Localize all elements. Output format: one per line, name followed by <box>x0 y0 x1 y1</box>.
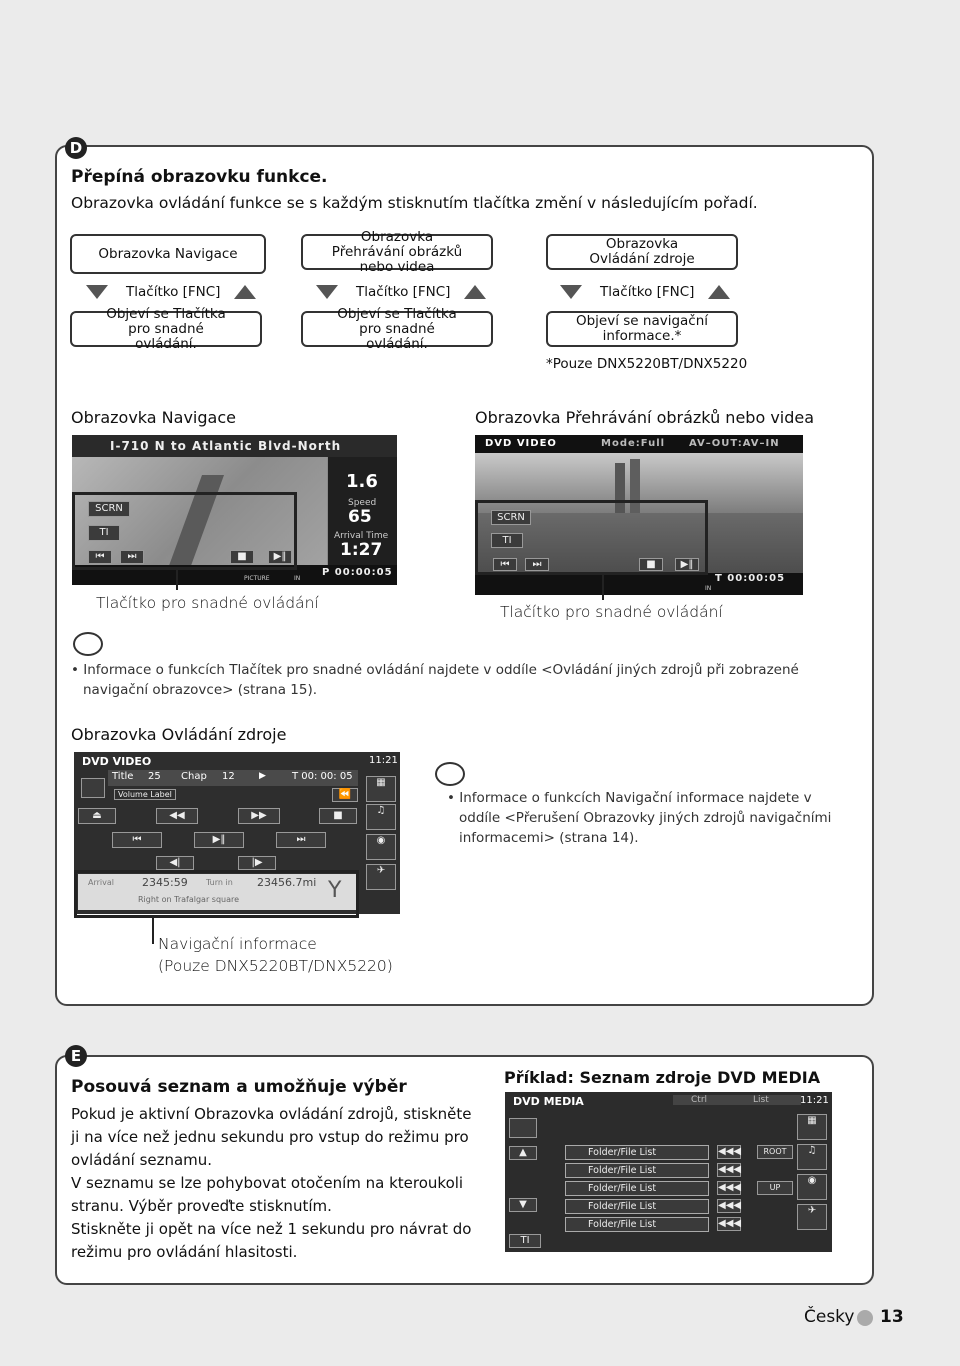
note-1 <box>71 660 843 700</box>
source-fastback-button[interactable]: ◀◀ <box>156 808 198 824</box>
nav-info-caption-1: Navigační informace <box>158 935 317 953</box>
nav-callout-line <box>176 570 178 590</box>
flow-result-1: Objeví se Tlačítka pro snadné ovládání. <box>70 311 262 347</box>
source-title-num: 25 <box>148 771 161 782</box>
source-stop-button[interactable]: ■ <box>319 808 357 824</box>
source-direction: Right on Trafalgar square <box>138 895 240 904</box>
source-chap-num: 12 <box>222 771 235 782</box>
flow-result-3: Objeví se navigační informace.* <box>546 311 738 347</box>
nav-picture-label: PICTURE <box>244 575 270 582</box>
footer-dot-icon <box>857 1310 873 1326</box>
media-list-item[interactable]: Folder/File List <box>565 1163 709 1178</box>
source-rew-button[interactable]: ⏪ <box>332 788 358 802</box>
footer-page-number: 13 <box>880 1307 904 1327</box>
nav-callout-frame <box>72 492 297 570</box>
nav-scrn-button[interactable]: SCRN <box>88 501 130 517</box>
nav-distance: 1.6 <box>346 471 378 492</box>
nav-time: P 00:00:05 <box>322 567 393 578</box>
flow-result-2: Objeví se Tlačítka pro snadné ovládání. <box>301 311 493 347</box>
note-1-text: Informace o funkcích Tlačítek pro snadné ovládání najdete v oddíle <Ovládání jiných zdrojů při zobrazené navigační obrazovce> (strana 15). <box>83 662 799 698</box>
source-time: T 00: 00: 05 <box>292 771 353 782</box>
video-time: T 00:00:05 <box>715 573 786 584</box>
footnote: *Pouze DNX5220BT/DNX5220 <box>546 356 748 372</box>
media-rewind-icon[interactable]: ◀◀◀ <box>718 1164 742 1175</box>
video-scrn-button[interactable]: SCRN <box>491 510 531 525</box>
flow-fnc-2 <box>316 284 486 300</box>
nav-info-caption-2: (Pouze DNX5220BT/DNX5220) <box>158 957 393 975</box>
arrow-down-icon <box>86 285 108 299</box>
source-arrival-label: Arrival <box>88 878 114 887</box>
arrow-down-icon <box>560 285 582 299</box>
nav-next-button[interactable]: ⏭ <box>120 550 144 564</box>
source-callout-line <box>152 918 154 944</box>
arrow-down-icon <box>316 285 338 299</box>
media-list-item[interactable]: Folder/File List <box>565 1217 709 1232</box>
section-e-line-1: Pokud je aktivní Obrazovka ovládání zdrojů, stiskněte <box>71 1105 472 1123</box>
nav-caption: Tlačítko pro snadné ovládání <box>96 594 319 612</box>
nav-play-pause-button[interactable]: ▶‖ <box>268 550 292 564</box>
arrow-up-icon <box>464 285 486 299</box>
video-play-pause-button[interactable]: ▶‖ <box>675 558 699 571</box>
video-prev-button[interactable]: ⏮ <box>493 558 517 571</box>
video-callout-frame <box>475 500 708 575</box>
source-callout-frame <box>74 870 359 918</box>
flow-screen-video: Obrazovka Přehrávání obrázků nebo videa <box>301 234 493 270</box>
flow-fnc-label-3: Tlačítko [FNC] <box>600 284 695 300</box>
source-turn: 23456.7mi <box>257 876 317 889</box>
video-in-label: IN <box>705 585 712 592</box>
nav-stop-button[interactable]: ■ <box>230 550 254 564</box>
media-rewind-icon[interactable]: ◀◀◀ <box>718 1218 742 1229</box>
note-icon <box>435 762 465 786</box>
media-list-item[interactable]: Folder/File List <box>565 1181 709 1196</box>
section-d-badge: D <box>65 137 87 159</box>
source-play-pause-button[interactable]: ▶‖ <box>194 832 244 848</box>
turn-arrow-icon: Y <box>328 878 342 903</box>
source-clock: 11:21 <box>369 755 398 766</box>
source-volume-label: Volume Label <box>114 789 176 800</box>
satellite-icon[interactable]: ✈ <box>366 864 396 890</box>
media-list-tab[interactable]: List <box>737 1095 801 1105</box>
video-source: DVD VIDEO <box>485 438 557 449</box>
arrow-up-icon <box>708 285 730 299</box>
video-avout: AV–OUT:AV–IN <box>689 438 780 449</box>
nav-ti-button[interactable]: TI <box>88 525 120 541</box>
video-callout-line <box>602 575 604 600</box>
source-title-label: Title <box>112 771 134 782</box>
note-bullet: • <box>447 790 460 806</box>
media-menu-button[interactable] <box>509 1118 537 1138</box>
note-icon <box>73 632 103 656</box>
speaker-icon[interactable]: ◉ <box>366 834 396 860</box>
media-source: DVD MEDIA <box>513 1095 584 1108</box>
section-e-line-7: režimu pro ovládání hlasitosti. <box>71 1243 298 1261</box>
source-turn-label: Turn in <box>206 878 233 887</box>
play-icon: ▶ <box>259 771 266 781</box>
source-source: DVD VIDEO <box>82 755 152 768</box>
source-menu-button[interactable] <box>81 778 105 798</box>
media-root-button[interactable]: ROOT <box>757 1145 793 1159</box>
example-heading: Příklad: Seznam zdroje DVD MEDIA <box>504 1068 821 1087</box>
source-next-button[interactable]: ⏭ <box>276 832 326 848</box>
nav-prev-button[interactable]: ⏮ <box>88 550 112 564</box>
media-rewind-icon[interactable]: ◀◀◀ <box>718 1200 742 1211</box>
video-heading: Obrazovka Přehrávání obrázků nebo videa <box>475 408 815 427</box>
source-arrival: 2345:59 <box>142 876 188 889</box>
nav-speed: 65 <box>348 507 372 527</box>
media-down-button[interactable]: ▼ <box>509 1198 537 1212</box>
nav-in-label: IN <box>294 575 301 582</box>
section-e-title: Posouvá seznam a umožňuje výběr <box>71 1077 407 1097</box>
section-e-line-6: Stiskněte ji opět na více než 1 sekundu pro návrat do <box>71 1220 472 1238</box>
nav-street-bar: I-710 N to Atlantic Blvd-North <box>72 435 397 457</box>
section-e-badge: E <box>65 1045 87 1067</box>
video-ti-button[interactable]: TI <box>491 533 523 548</box>
note-bullet: • <box>71 662 84 678</box>
section-d-intro: Obrazovka ovládání funkce se s každým stisknutím tlačítka změní v následujícím pořadí. <box>71 194 758 212</box>
source-slow-fwd-button[interactable]: |▶ <box>238 856 276 870</box>
video-stop-button[interactable]: ■ <box>639 558 663 571</box>
source-fastfwd-button[interactable]: ▶▶ <box>238 808 280 824</box>
arrow-up-icon <box>234 285 256 299</box>
music-icon[interactable]: ♫ <box>797 1144 827 1170</box>
flow-fnc-label-1: Tlačítko [FNC] <box>126 284 221 300</box>
flow-fnc-1 <box>86 284 256 300</box>
media-up-folder-button[interactable]: UP <box>757 1181 793 1195</box>
video-caption: Tlačítko pro snadné ovládání <box>500 603 723 621</box>
source-side-button-1[interactable]: ▦ <box>366 776 396 802</box>
flow-screen-navigation: Obrazovka Navigace <box>70 234 266 274</box>
note-2 <box>447 788 839 848</box>
source-heading: Obrazovka Ovládání zdroje <box>71 725 287 744</box>
media-screenshot <box>505 1092 832 1252</box>
nav-speed-label: Speed <box>348 498 377 508</box>
section-d-title: Přepíná obrazovku funkce. <box>71 167 328 187</box>
flow-fnc-3 <box>560 284 730 300</box>
media-clock: 11:21 <box>800 1095 829 1106</box>
satellite-icon[interactable]: ✈ <box>797 1204 827 1230</box>
media-ti-button[interactable]: TI <box>509 1234 541 1248</box>
media-list-item[interactable]: Folder/File List <box>565 1199 709 1214</box>
source-slow-back-button[interactable]: ◀| <box>156 856 194 870</box>
media-rewind-icon[interactable]: ◀◀◀ <box>718 1182 742 1193</box>
music-icon[interactable]: ♫ <box>366 804 396 830</box>
media-list-item[interactable]: Folder/File List <box>565 1145 709 1160</box>
media-up-button[interactable]: ▲ <box>509 1146 537 1160</box>
source-chap-label: Chap <box>181 771 207 782</box>
speaker-icon[interactable]: ◉ <box>797 1174 827 1200</box>
note-2-text: Informace o funkcích Navigační informace najdete v oddíle <Přerušení Obrazovky jiných zdrojů navigačními informacemi> (strana 14). <box>459 790 832 846</box>
section-e-line-4: V seznamu se lze pohybovat otočením na kteroukoli <box>71 1174 464 1192</box>
flow-screen-source: Obrazovka Ovládání zdroje <box>546 234 738 270</box>
source-eject-button[interactable]: ⏏ <box>78 808 116 824</box>
video-next-button[interactable]: ⏭ <box>525 558 549 571</box>
section-e-line-2: ji na více než jednu sekundu pro vstup do režimu pro <box>71 1128 469 1146</box>
section-e-line-5: stranu. Výběr proveďte stisknutím. <box>71 1197 332 1215</box>
footer-language: Česky <box>804 1307 855 1327</box>
source-prev-button[interactable]: ⏮ <box>112 832 162 848</box>
flow-fnc-label-2: Tlačítko [FNC] <box>356 284 451 300</box>
nav-arrival: 1:27 <box>340 540 383 560</box>
section-e-line-3: ovládání seznamu. <box>71 1151 213 1169</box>
video-mode: Mode:Full <box>601 438 666 449</box>
media-rewind-icon[interactable]: ◀◀◀ <box>718 1146 742 1157</box>
nav-heading: Obrazovka Navigace <box>71 408 236 427</box>
media-ctrl-tab[interactable]: Ctrl <box>673 1095 751 1105</box>
media-side-button-1[interactable]: ▦ <box>797 1114 827 1140</box>
nav-arrival-label: Arrival Time <box>334 531 389 541</box>
